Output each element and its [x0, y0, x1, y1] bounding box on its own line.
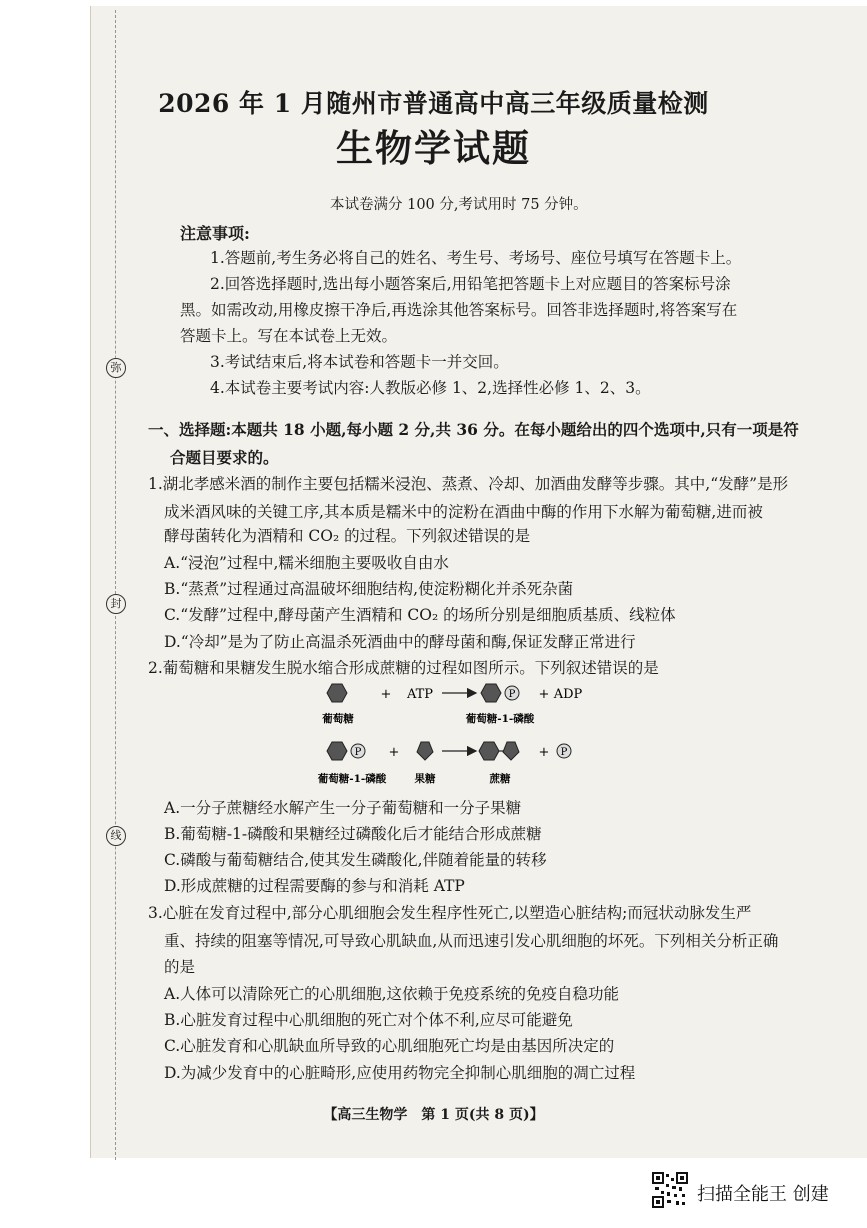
g1p-label: 葡萄糖-1-磷酸 — [317, 773, 387, 785]
question-stem: 1.湖北孝感米酒的制作主要包括糯米浸泡、蒸煮、冷却、加酒曲发酵等步骤。其中,“发酵”是形 — [148, 475, 789, 493]
sucrose-label: 蔗糖 — [489, 773, 511, 785]
option-c: C.心脏发育和心肌缺血所导致的心肌细胞死亡均是由基因所决定的 — [164, 1037, 615, 1055]
plus-sign: + — [538, 745, 550, 760]
sucrose-fructose-unit — [503, 742, 519, 760]
phosphate-label: P — [354, 747, 362, 758]
binding-mark: 封 — [106, 594, 126, 614]
fructose-molecule — [417, 742, 433, 760]
notice-item: 1.答题前,考生务必将自己的姓名、考生号、考场号、座位号填写在答题卡上。 — [210, 249, 742, 267]
sucrose-synthesis-diagram — [300, 682, 620, 792]
notice-heading: 注意事项: — [180, 224, 250, 243]
glucose-label: 葡萄糖 — [322, 713, 354, 725]
adp-label: ADP — [553, 687, 583, 702]
scanner-watermark: 扫描全能王 创建 — [697, 1184, 829, 1205]
notice-item: 3.考试结束后,将本试卷和答题卡一并交回。 — [210, 353, 509, 371]
subject-title: 生物学试题 — [336, 126, 531, 170]
question-stem: 3.心脏在发育过程中,部分心肌细胞会发生程序性死亡,以塑造心脏结构;而冠状动脉发生严 — [148, 904, 752, 922]
option-c: C.磷酸与葡萄糖结合,使其发生磷酸化,伴随着能量的转移 — [164, 851, 547, 869]
question-stem: 酵母菌转化为酒精和 CO₂ 的过程。下列叙述错误的是 — [164, 527, 531, 545]
option-a: A.一分子蔗糖经水解产生一分子葡萄糖和一分子果糖 — [164, 799, 522, 817]
glucose-molecule — [327, 742, 347, 760]
phosphate-label: P — [508, 689, 516, 700]
binding-mark: 线 — [106, 826, 126, 846]
option-b: B.心脏发育过程中心肌细胞的死亡对个体不利,应尽可能避免 — [164, 1011, 573, 1029]
option-a: A.人体可以清除死亡的心肌细胞,这依赖于免疫系统的免疫自稳功能 — [164, 985, 620, 1003]
plus-sign: + — [380, 687, 392, 702]
qr-code-icon — [652, 1172, 688, 1208]
option-a: A.“浸泡”过程中,糯米细胞主要吸收自由水 — [164, 554, 449, 572]
notice-item: 2.回答选择题时,选出每小题答案后,用铅笔把答题卡上对应题目的答案标号涂 — [210, 275, 731, 293]
notice-item: 答题卡上。写在本试卷上无效。 — [180, 327, 398, 345]
section-heading-cont: 合题目要求的。 — [170, 448, 279, 467]
binding-mark: 弥 — [106, 358, 126, 378]
option-b: B.葡萄糖-1-磷酸和果糖经过磷酸化后才能结合形成蔗糖 — [164, 825, 542, 843]
glucose-molecule — [481, 684, 501, 702]
option-d: D.为减少发育中的心脏畸形,应使用药物完全抑制心肌细胞的凋亡过程 — [164, 1064, 636, 1082]
option-b: B.“蒸煮”过程通过高温破坏细胞结构,使淀粉糊化并杀死杂菌 — [164, 580, 574, 598]
notice-item: 黑。如需改动,用橡皮擦干净后,再选涂其他答案标号。回答非选择题时,将答案写在 — [180, 301, 738, 319]
section-heading: 一、选择题:本题共 18 小题,每小题 2 分,共 36 分。在每小题给出的四个选项中,只有一项是符 — [148, 420, 799, 439]
g1p-label: 葡萄糖-1-磷酸 — [465, 713, 535, 725]
option-d: D.“冷却”是为了防止高温杀死酒曲中的酵母菌和酶,保证发酵正常进行 — [164, 633, 636, 651]
question-stem: 的是 — [164, 958, 196, 976]
question-stem: 2.葡萄糖和果糖发生脱水缩合形成蔗糖的过程如图所示。下列叙述错误的是 — [148, 659, 659, 677]
phosphate-label: P — [560, 747, 568, 758]
question-stem: 成米酒风味的关键工序,其本质是糯米中的淀粉在酒曲中酶的作用下水解为葡萄糖,进而被 — [164, 503, 763, 521]
binding-line — [115, 10, 116, 1160]
glucose-molecule — [327, 684, 347, 702]
option-c: C.“发酵”过程中,酵母菌产生酒精和 CO₂ 的场所分别是细胞质基质、线粒体 — [164, 606, 676, 624]
exam-title: 2026 年 1 月随州市普通高中高三年级质量检测 — [158, 89, 709, 118]
exam-info: 本试卷满分 100 分,考试用时 75 分钟。 — [330, 197, 588, 213]
page-footer: 【高三生物学 第 1 页(共 8 页)】 — [323, 1107, 544, 1123]
plus-sign: + — [388, 745, 400, 760]
notice-item: 4.本试卷主要考试内容:人教版必修 1、2,选择性必修 1、2、3。 — [210, 379, 651, 397]
sucrose-glucose-unit — [479, 742, 499, 760]
option-d: D.形成蔗糖的过程需要酶的参与和消耗 ATP — [164, 877, 465, 895]
fructose-label: 果糖 — [414, 773, 436, 785]
question-stem: 重、持续的阻塞等情况,可导致心肌缺血,从而迅速引发心肌细胞的坏死。下列相关分析正确 — [164, 932, 779, 950]
atp-label: ATP — [406, 687, 434, 702]
plus-sign: + — [538, 687, 550, 702]
